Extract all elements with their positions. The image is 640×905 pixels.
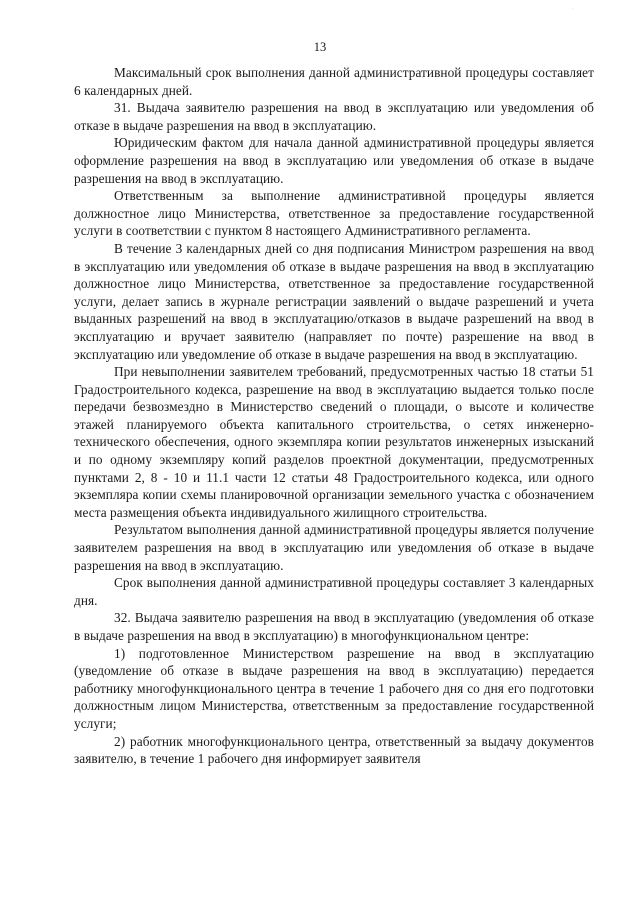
- paragraph-three-days: В течение 3 календарных дней со дня подписания Министром разрешения на ввод в эксплуатацию или уведомления об отказе в выдаче разрешения на ввод в эксплуатацию должностное лицо Министерства, ответственное за предоставление государственной услуги, делает запись в журнале регистрации заявлений о выдаче разрешений и учета выданных разрешений на ввод в эксплуатацию/отказов в выдаче разрешений на ввод в эксплуатацию и вручает заявителю (направляет по почте) разрешение на ввод в эксплуатацию или уведомление об отказе в выдаче разрешения на ввод в эксплуатацию.: [74, 240, 594, 362]
- paragraph-subitem-1: 1) подготовленное Министерством разрешение на ввод в эксплуатацию (уведомление об отказе в выдаче разрешения на ввод в эксплуатацию) передается работнику многофункционального центра в течение 1 рабочего дня со дня его подготовки должностным лицом Министерства, ответственным за предоставление государственной услуги;: [74, 645, 594, 731]
- page-number: 13: [313, 40, 327, 54]
- paragraph-requirements: При невыполнении заявителем требований, предусмотренных частью 18 статьи 51 Градостроительного кодекса, разрешение на ввод в эксплуатацию выдается только после передачи безвозмездно в Министерство сведений о площади, о высоте и количестве этажей планируемого объекта капитального строительства, о сетях инженерно-технического обеспечения, одного экземпляра копии результатов инженерных изысканий и по одному экземпляру копий разделов проектной документации, предусмотренных пунктами 2, 8 - 10 и 11.1 части 12 статьи 48 Градостроительного кодекса, или одного экземпляра копии схемы планировочной организации земельного участка с обозначением места размещения объекта индивидуального жилищного строительства.: [74, 364, 594, 520]
- paragraph-item-32: 32. Выдача заявителю разрешения на ввод в эксплуатацию (уведомления об отказе в выдаче разрешения на ввод в эксплуатацию) в многофункциональном центре:: [74, 610, 594, 643]
- paragraph-item-31: 31. Выдача заявителю разрешения на ввод в эксплуатацию или уведомления об отказе в выдаче разрешения на ввод в эксплуатацию.: [74, 100, 594, 133]
- paragraph-max-term: Максимальный срок выполнения данной административной процедуры составляет 6 календарных дней.: [74, 65, 594, 98]
- paragraph-term: Срок выполнения данной административной процедуры составляет 3 календарных дня.: [74, 575, 594, 608]
- document-body: [74, 64, 594, 768]
- paragraph-result: Результатом выполнения данной административной процедуры является получение заявителем разрешения на ввод в эксплуатацию или уведомления об отказе в выдаче разрешения на ввод в эксплуатацию.: [74, 522, 594, 573]
- paragraph-responsible: Ответственным за выполнение административной процедуры является должностное лицо Министерства, ответственное за предоставление государственной услуги в соответствии с пунктом 8 настоящего Административного регламента.: [74, 188, 594, 239]
- paragraph-subitem-2: 2) работник многофункционального центра, ответственный за выдачу документов заявителю, в течение 1 рабочего дня информирует заявителя: [74, 733, 594, 767]
- scan-mark: ·: [572, 6, 574, 12]
- paragraph-legal-fact: Юридическим фактом для начала данной административной процедуры является оформление разрешения на ввод в эксплуатацию или уведомления об отказе в выдаче разрешения на ввод в эксплуатацию.: [74, 135, 594, 186]
